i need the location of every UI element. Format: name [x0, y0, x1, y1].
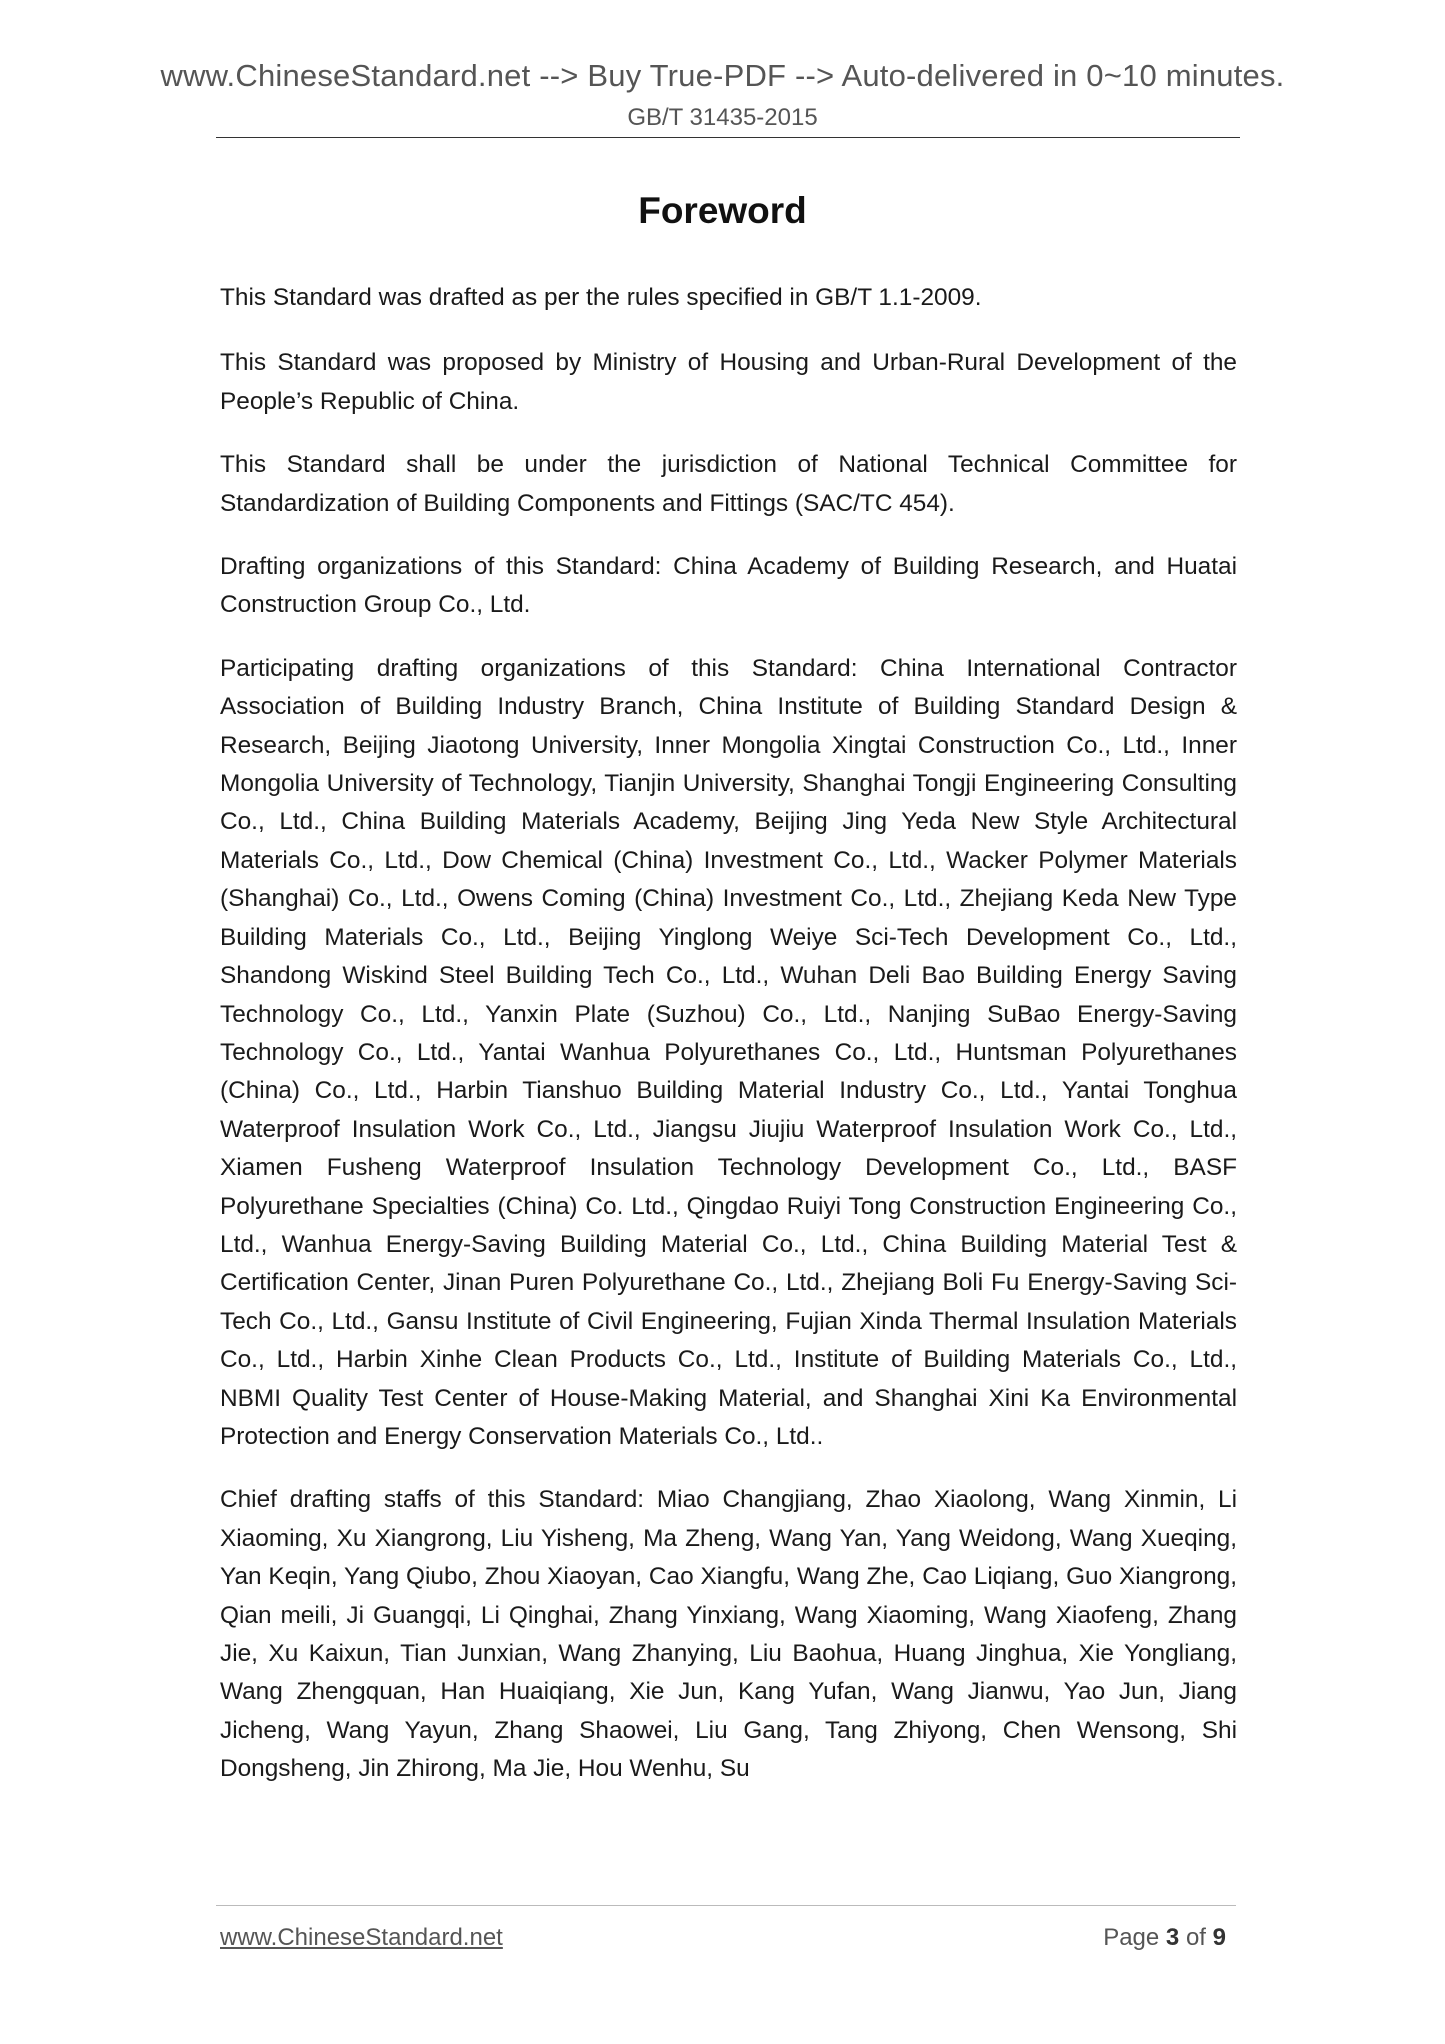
current-page-number: 3	[1165, 1924, 1180, 1951]
paragraph-proposed-by: This Standard was proposed by Ministry of Housing and Urban-Rural Development of the People’s Republic of China.	[220, 349, 1237, 415]
page-separator: of	[1179, 1924, 1213, 1951]
page-title: Foreword	[638, 190, 807, 231]
paragraph-chief-drafting-staffs: Chief drafting staffs of this Standard: Miao Changjiang, Zhao Xiaolong, Wang Xinmin, Li Xiaoming, Xu Xiangrong, Liu Yisheng, Ma Zheng, Wang Yan, Yang Weidong, Wang Xueqing, Yan Keqin, Yang Qiubo, Zhou Xiaoyan, Cao Xiangfu, Wang Zhe, Cao Liqiang, Guo Xiangrong, Qian meili, Ji Guangqi, Li Qinghai, Zhang Yinxiang, Wang Xiaoming, Wang Xiaofeng, Zhang Jie, Xu Kaixun, Tian Junxian, Wang Zhanying, Liu Baohua, Huang Jinghua, Xie Yongliang, Wang Zhengquan, Han Huaiqiang, Xie Jun, Kang Yufan, Wang Jianwu, Yao Jun, Jiang Jicheng, Wang Yayun, Zhang Shaowei, Liu Gang, Tang Zhiyong, Chen Wensong, Shi Dongsheng, Jin Zhirong, Ma Jie, Hou Wenhu, Su	[220, 1486, 1237, 1783]
footer-divider	[216, 1905, 1236, 1906]
paragraph-drafting-rules: This Standard was drafted as per the rules specified in GB/T 1.1-2009.	[220, 284, 982, 311]
header-banner: www.ChineseStandard.net --> Buy True-PDF --> Auto-delivered in 0~10 minutes.	[160, 58, 1285, 93]
page-indicator	[1103, 1924, 1226, 1952]
paragraph-jurisdiction: This Standard shall be under the jurisdiction of National Technical Committee for Standardization of Building Components and Fittings (SAC/TC 454).	[220, 451, 1237, 517]
document-body	[220, 279, 1237, 1814]
header-divider	[216, 137, 1240, 138]
footer-website-link[interactable]: www.ChineseStandard.net	[220, 1924, 503, 1951]
paragraph-drafting-organizations: Drafting organizations of this Standard: China Academy of Building Research, and Huatai Construction Group Co., Ltd.	[220, 553, 1237, 619]
total-pages-number: 9	[1212, 1924, 1226, 1951]
standard-code: GB/T 31435-2015	[627, 104, 818, 131]
paragraph-participating-organizations: Participating drafting organizations of this Standard: China International Contractor Association of Building Industry Branch, China Institute of Building Standard Design & Research, Beijing Jiaotong University, Inner Mongolia Xingtai Construction Co., Ltd., Inner Mongolia University of Technology, Tianjin University, Shanghai Tongji Engineering Consulting Co., Ltd., China Building Materials Academy, Beijing Jing Yeda New Style Architectural Materials Co., Ltd., Dow Chemical (China) Investment Co., Ltd., Wacker Polymer Materials (Shanghai) Co., Ltd., Owens Coming (China) Investment Co., Ltd., Zhejiang Keda New Type Building Materials Co., Ltd., Beijing Yinglong Weiye Sci-Tech Development Co., Ltd., Shandong Wiskind Steel Building Tech Co., Ltd., Wuhan Deli Bao Building Energy Saving Technology Co., Ltd., Yanxin Plate (Suzhou) Co., Ltd., Nanjing SuBao Energy-Saving Technology Co., Ltd., Yantai Wanhua Polyurethanes Co., Ltd., Huntsman Polyurethanes (China) Co., Ltd., Harbin Tianshuo Building Material Industry Co., Ltd., Yantai Tonghua Waterproof Insulation Work Co., Ltd., Jiangsu Jiujiu Waterproof Insulation Work Co., Ltd., Xiamen Fusheng Waterproof Insulation Technology Development Co., Ltd., BASF Polyurethane Specialties (China) Co. Ltd., Qingdao Ruiyi Tong Construction Engineering Co., Ltd., Wanhua Energy-Saving Building Material Co., Ltd., China Building Material Test & Certification Center, Jinan Puren Polyurethane Co., Ltd., Zhejiang Boli Fu Energy-Saving Sci-Tech Co., Ltd., Gansu Institute of Civil Engineering, Fujian Xinda Thermal Insulation Materials Co., Ltd., Harbin Xinhe Clean Products Co., Ltd., Institute of Building Materials Co., Ltd., NBMI Quality Test Center of House-Making Material, and Shanghai Xini Ka Environmental Protection and Energy Conservation Materials Co., Ltd..	[220, 654, 1237, 1450]
page-prefix: Page	[1103, 1924, 1166, 1951]
